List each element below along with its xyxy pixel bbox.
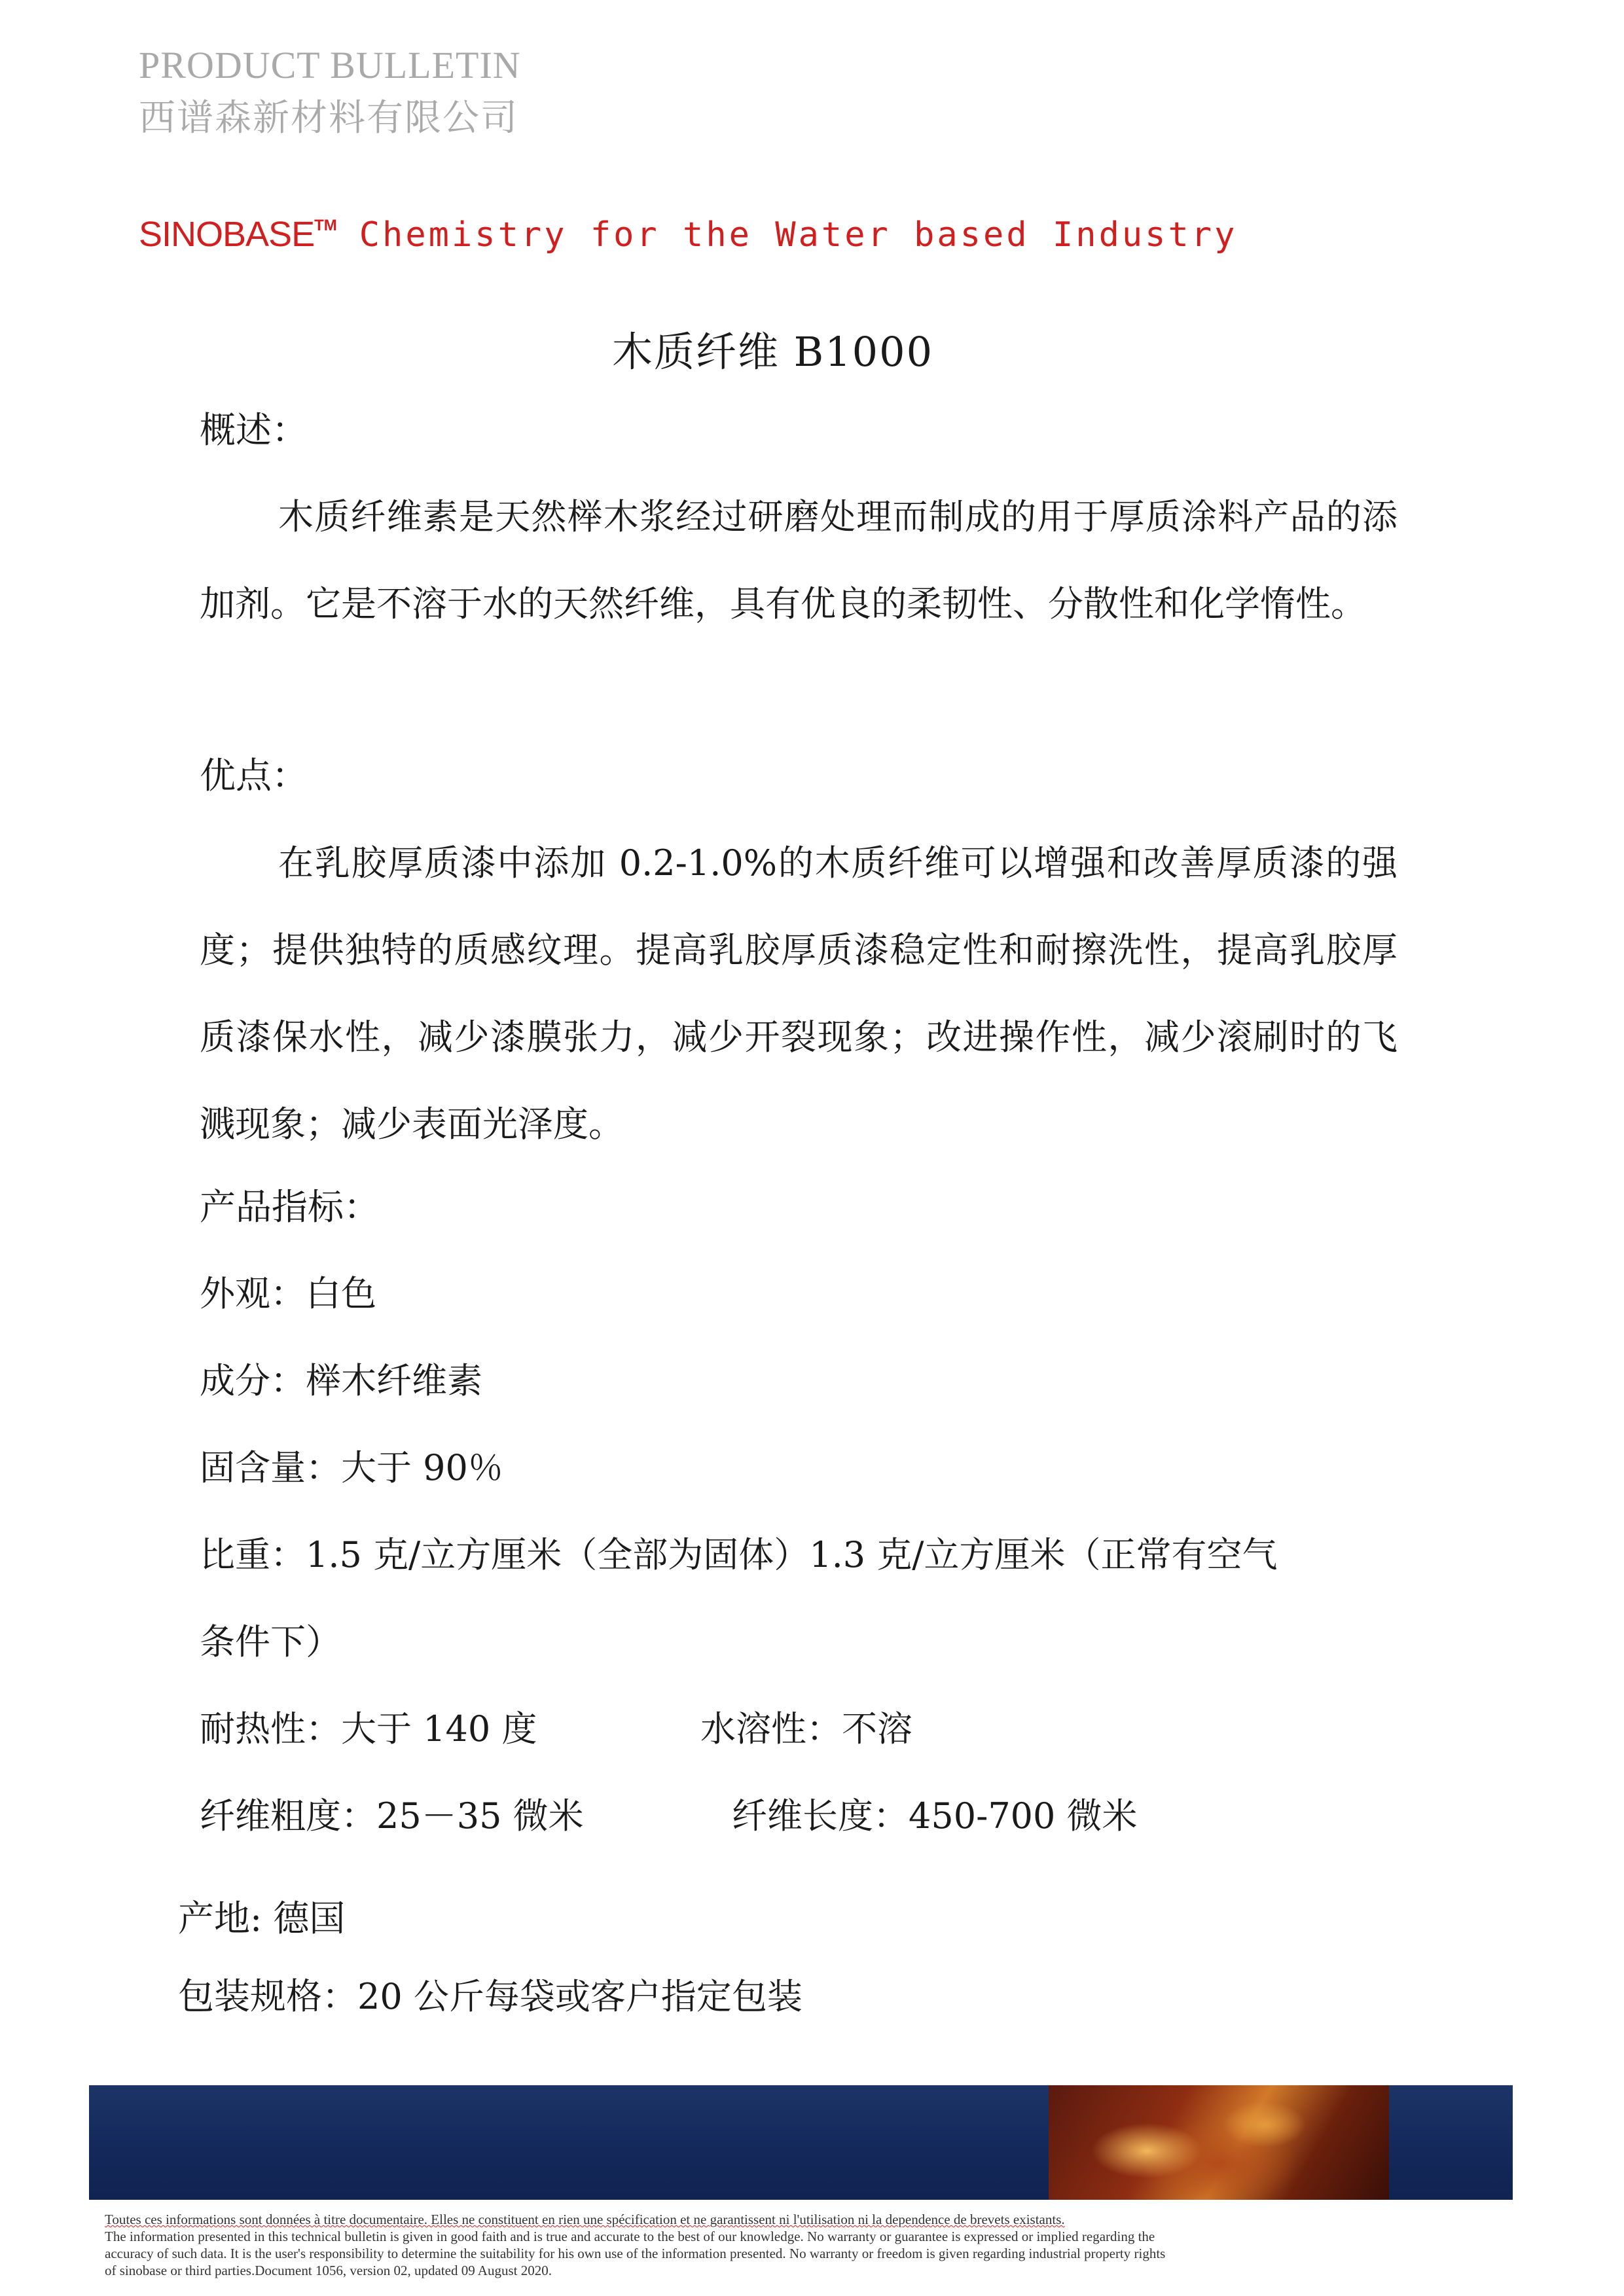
brand-name: SINOBASE <box>139 215 315 254</box>
packaging-label: 包装规格 <box>178 1975 323 2017</box>
document-title-text: 木质纤维 B1000 <box>611 328 934 376</box>
specs-heading: 产品指标： <box>200 1186 380 1228</box>
disclaimer-line-2: The information presented in this technical bulletin is given in good faith and is true and accurate to the best of our knowledge. No warranty or guarantee is expressed or implied regarding the <box>105 2229 1155 2244</box>
origin-value: 德国 <box>273 1897 346 1939</box>
disclaimer-text-1: Toutes ces informations sont données à titre documentaire. Elles ne constituent en rien une spécification et ne garantissent ni l'utilisation ni la dependence de brevets existants. <box>105 2212 1065 2227</box>
document-title <box>0 319 1624 378</box>
brand-line <box>139 213 1237 255</box>
spec-water: 水溶性：不溶 <box>700 1708 912 1749</box>
origin-line <box>178 1897 346 1939</box>
spec-solids: 固含量：大于 90％ <box>200 1447 503 1488</box>
bulletin-label: PRODUCT BULLETIN <box>139 44 521 86</box>
spec-composition: 成分：榉木纤维素 <box>200 1360 482 1401</box>
decorative-fire-image <box>1049 2085 1389 2200</box>
packaging-separator: ： <box>322 1976 358 2017</box>
disclaimer-line-3: accuracy of such data. It is the user's responsibility to determine the suitability for his own use of the information presented. No warranty or freedom is given regarding industrial property rights <box>105 2246 1166 2261</box>
spec-heat: 耐热性：大于 140 度 <box>200 1708 537 1749</box>
spec-gravity-line2: 条件下） <box>200 1621 341 1662</box>
spec-length: 纤维长度：450-700 微米 <box>732 1795 1138 1837</box>
spec-appearance: 外观：白色 <box>200 1273 376 1314</box>
packaging-value: 20 公斤每袋或客户指定包装 <box>357 1976 803 2017</box>
company-name: 西谱森新材料有限公司 <box>139 97 518 139</box>
spec-thickness: 纤维粗度：25－35 微米 <box>200 1795 584 1837</box>
advantages-text: 在乳胶厚质漆中添加 0.2-1.0%的木质纤维可以增强和改善厚质漆的强度；提供独特的质感纹理。提高乳胶厚质漆稳定性和耐擦洗性，提高乳胶厚质漆保水性，减少漆膜张力，减少开裂现象；改进操作性，减少滚刷时的飞溅现象；减少表面光泽度。 <box>200 842 1398 1145</box>
disclaimer-line-1 <box>105 2211 1065 2228</box>
disclaimer-line-4: of sinobase or third parties.Document 1056, version 02, updated 09 August 2020. <box>105 2263 552 2278</box>
origin-label: 产地 <box>178 1897 251 1939</box>
footer-banner <box>89 2085 1513 2200</box>
overview-heading: 概述： <box>200 409 308 451</box>
spec-gravity-line1: 比重：1.5 克/立方厘米（全部为固体）1.3 克/立方厘米（正常有空气 <box>200 1534 1278 1575</box>
overview-text: 木质纤维素是天然榉木浆经过研磨处理而制成的用于厚质涂料产品的添加剂。它是不溶于水的天然纤维，具有优良的柔韧性、分散性和化学惰性。 <box>200 496 1398 624</box>
advantages-heading: 优点： <box>200 755 308 797</box>
packaging-line <box>178 1975 803 2017</box>
trademark-mark: TM <box>314 217 337 234</box>
origin-separator: : <box>250 1898 274 1939</box>
brand-slogan: Chemistry for the Water based Industry <box>359 215 1238 255</box>
